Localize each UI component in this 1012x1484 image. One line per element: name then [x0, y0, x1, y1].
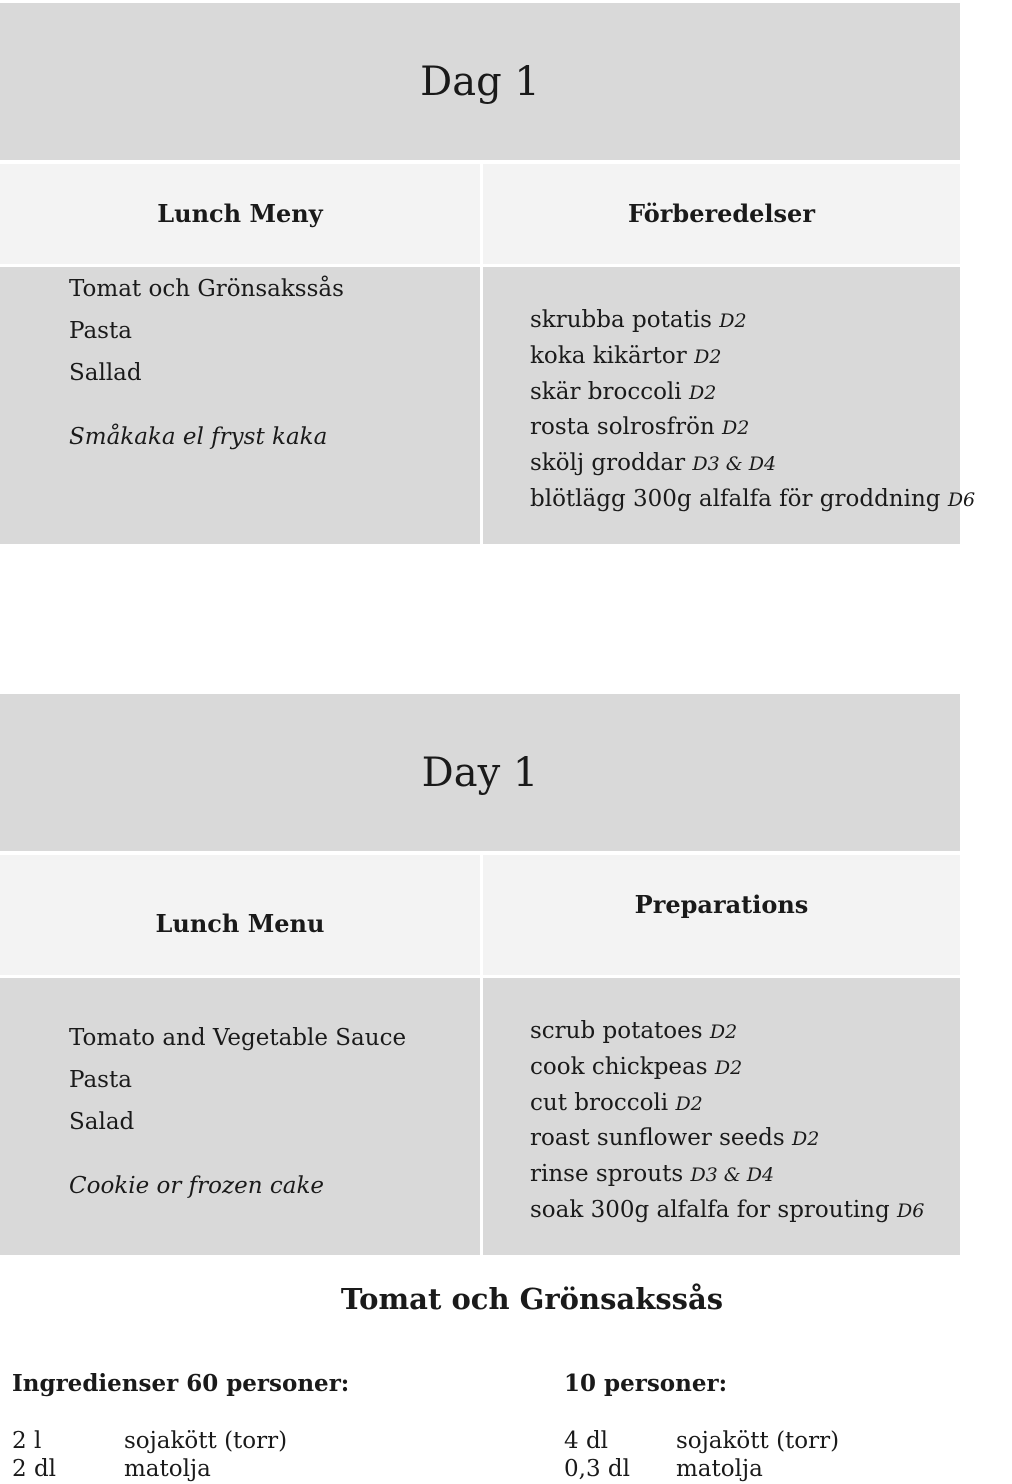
swedish-header-row: [0, 164, 960, 264]
ingredient-qty-10: 4 dl: [564, 1428, 609, 1454]
english-body-row: [0, 978, 960, 1255]
prep-item: [530, 1014, 960, 1050]
swedish-day-title: Dag 1: [420, 58, 540, 105]
prep-day: D2: [719, 310, 747, 332]
swedish-menu-header-label: Lunch Meny: [157, 199, 323, 228]
prep-item: [530, 1157, 960, 1193]
ingredient-name-60: matolja: [124, 1456, 211, 1482]
prep-item: [530, 303, 960, 339]
ingredient-name-10: sojakött (torr): [676, 1428, 840, 1454]
prep-task: scrub potatoes: [530, 1018, 703, 1044]
prep-item: [530, 410, 960, 446]
prep-task: skär broccoli: [530, 378, 682, 405]
english-prep-header: [483, 855, 960, 975]
swedish-menu-cell: [0, 267, 480, 544]
prep-item: [530, 375, 960, 411]
prep-item: [530, 1193, 960, 1229]
english-menu-header: [0, 855, 480, 975]
prep-task: skrubba potatis: [530, 307, 712, 333]
prep-day: D2: [675, 1092, 703, 1115]
menu-item: Pasta: [69, 318, 132, 344]
swedish-title-band: [0, 3, 960, 160]
english-menu-header-label: Lunch Menu: [155, 909, 325, 938]
prep-task: rinse sprouts: [530, 1161, 684, 1188]
prep-task: soak 300g alfalfa for sprouting: [530, 1196, 890, 1223]
english-prep-list: [530, 1014, 960, 1229]
prep-day: D3 & D4: [690, 1164, 775, 1187]
swedish-prep-header-label: Förberedelser: [628, 199, 815, 228]
english-title-band: [0, 694, 960, 851]
english-menu-list: [69, 1017, 480, 1207]
prep-day: D2: [722, 417, 750, 440]
prep-day: D2: [709, 1021, 738, 1043]
english-prep-cell: [483, 978, 960, 1255]
prep-item: [530, 482, 976, 518]
prep-day: D6: [947, 488, 976, 511]
ingredient-qty-10: 0,3 dl: [564, 1456, 630, 1482]
prep-day: D2: [714, 1056, 743, 1079]
swedish-prep-cell: [483, 267, 976, 544]
prep-task: cook chickpeas: [530, 1053, 708, 1080]
recipe-title: Tomat och Grönsakssås: [340, 1282, 724, 1316]
swedish-prep-list: [530, 303, 976, 518]
english-menu-cell: [0, 978, 480, 1255]
prep-day: D2: [694, 345, 722, 368]
prep-task: skölj groddar: [530, 450, 686, 477]
english-prep-header-label: Preparations: [634, 890, 809, 919]
swedish-menu-list: [69, 268, 480, 458]
prep-item: [530, 1086, 960, 1122]
prep-task: roast sunflower seeds: [530, 1125, 785, 1152]
menu-dessert: Cookie or frozen cake: [69, 1173, 325, 1199]
menu-item: Pasta: [69, 1067, 132, 1093]
menu-item: Tomat och Grönsakssås: [69, 276, 344, 302]
ingredient-qty-60: 2 dl: [12, 1456, 57, 1482]
prep-day: D6: [897, 1199, 925, 1222]
prep-item: [530, 1121, 960, 1157]
swedish-prep-header: [483, 164, 960, 264]
prep-day: D2: [688, 381, 717, 404]
english-day-title: Day 1: [421, 749, 539, 796]
menu-item: Tomato and Vegetable Sauce: [69, 1025, 407, 1051]
menu-item: Salad: [69, 1109, 135, 1135]
ingredient-name-60: sojakött (torr): [124, 1428, 288, 1454]
prep-task: cut broccoli: [530, 1089, 669, 1116]
prep-day: D3 & D4: [692, 453, 777, 476]
ingredient-qty-60: 2 l: [12, 1428, 42, 1454]
ingredients-10-header: 10 personer:: [564, 1370, 728, 1397]
prep-item: [530, 1050, 960, 1086]
menu-dessert: Småkaka el fryst kaka: [69, 424, 328, 450]
prep-task: blötlägg 300g alfalfa för groddning: [530, 485, 941, 512]
english-header-row: [0, 855, 960, 975]
prep-task: koka kikärtor: [530, 342, 687, 369]
ingredient-name-10: matolja: [676, 1456, 763, 1482]
prep-item: [530, 339, 960, 375]
prep-task: rosta solrosfrön: [530, 414, 715, 441]
menu-item: Sallad: [69, 360, 142, 386]
swedish-menu-header: [0, 164, 480, 264]
prep-day: D2: [792, 1128, 820, 1151]
prep-item: [530, 446, 960, 482]
ingredients-60-header: Ingredienser 60 personer:: [12, 1370, 350, 1397]
swedish-body-row: [0, 267, 976, 544]
